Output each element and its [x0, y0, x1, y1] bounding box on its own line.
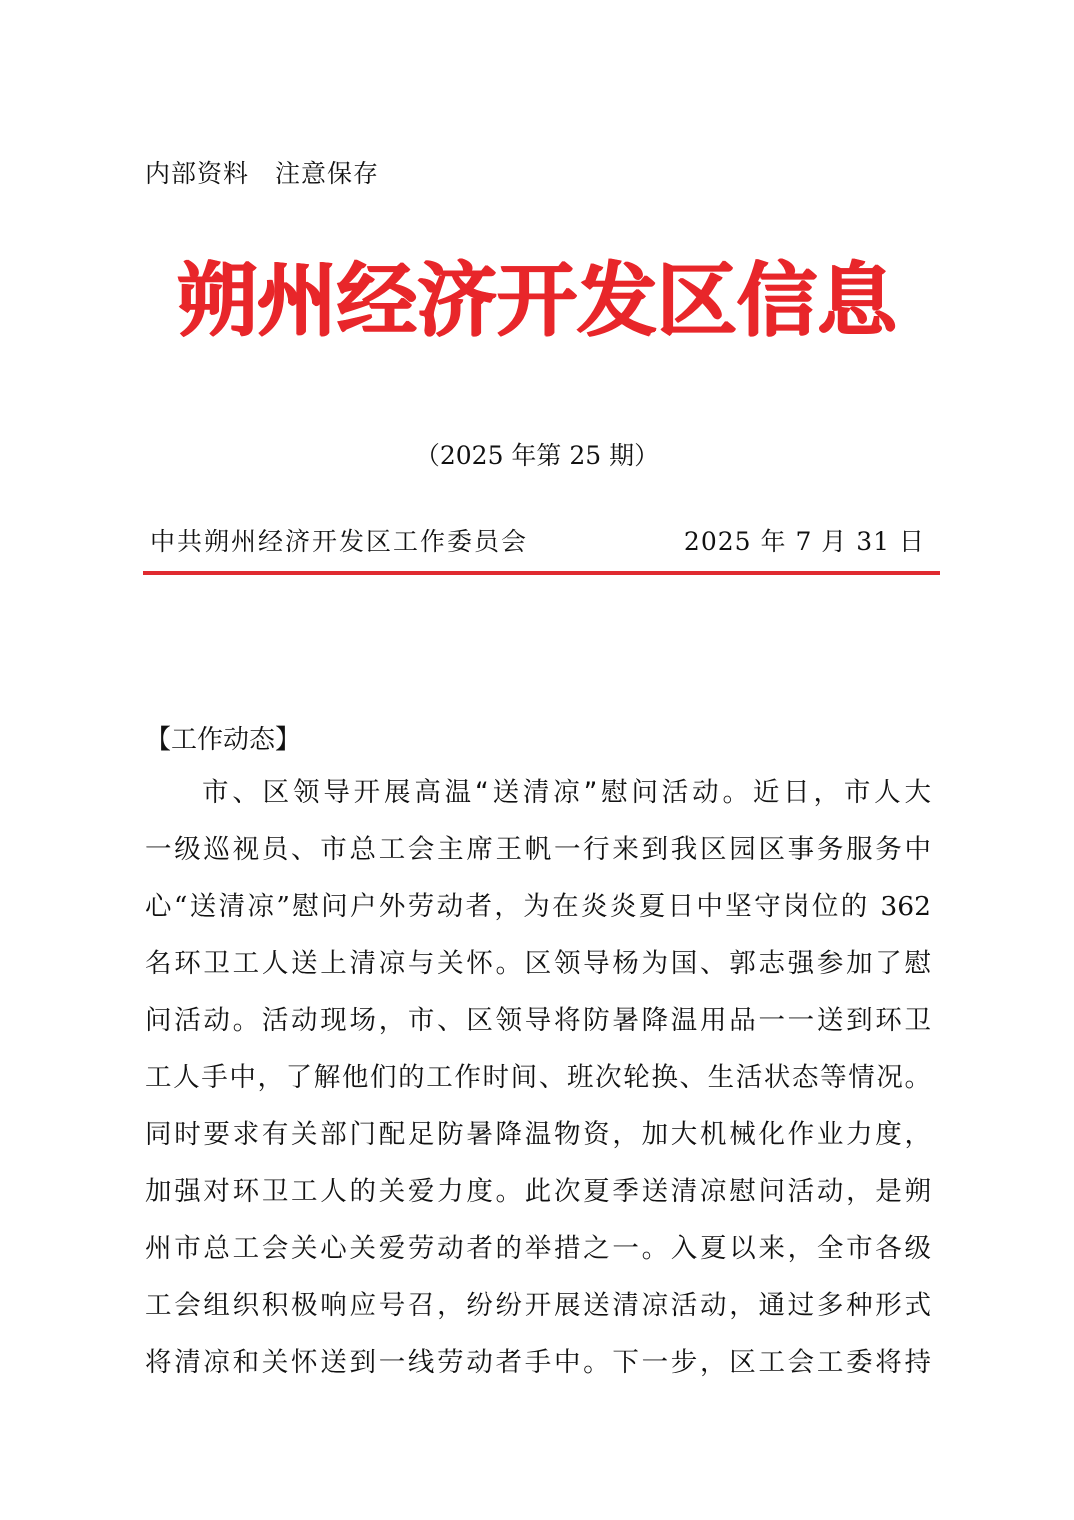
section-heading: 【工作动态】: [145, 725, 302, 755]
article-line: 心“送清凉”慰问户外劳动者，为在炎炎夏日中坚守岗位的 362: [145, 891, 931, 922]
article-line: 工人手中，了解他们的工作时间、班次轮换、生活状态等情况。: [145, 1062, 931, 1093]
masthead-title: 朔州经济开发区信息: [177, 254, 897, 347]
article-line: 将清凉和关怀送到一线劳动者手中。下一步，区工会工委将持: [145, 1347, 931, 1378]
article-line: 名环卫工人送上清凉与关怀。区领导杨为国、郭志强参加了慰: [145, 948, 931, 979]
confidential-notice: [145, 154, 379, 190]
article-first-line-text: 近日，市人大: [752, 777, 931, 808]
article-line: 加强对环卫工人的关爱力度。此次夏季送清凉慰问活动，是朔: [145, 1176, 931, 1207]
article-line: 同时要求有关部门配足防暑降温物资，加大机械化作业力度，: [145, 1119, 931, 1150]
article-line: 问活动。活动现场，市、区领导将防暑降温用品一一送到环卫: [145, 1005, 931, 1036]
red-divider: [143, 571, 940, 575]
confidential-label: 内部资料: [145, 159, 250, 188]
article-line: 州市总工会关心关爱劳动者的举措之一。入夏以来，全市各级: [145, 1233, 931, 1264]
preserve-label: 注意保存: [275, 159, 380, 188]
issue-number: （2025 年第 25 期）: [414, 441, 660, 470]
article-body: [145, 764, 931, 1391]
issue-date: 2025 年 7 月 31 日: [683, 527, 925, 556]
article-line: 工会组织积极响应号召，纷纷开展送清凉活动，通过多种形式: [145, 1290, 931, 1321]
article-line: 一级巡视员、市总工会主席王帆一行来到我区园区事务服务中: [145, 834, 931, 865]
article-lead-title: 市、区领导开展高温“送清凉”慰问活动。: [202, 777, 753, 808]
issuer-name: 中共朔州经济开发区工作委员会: [150, 527, 529, 556]
article-line-1: [145, 764, 931, 821]
